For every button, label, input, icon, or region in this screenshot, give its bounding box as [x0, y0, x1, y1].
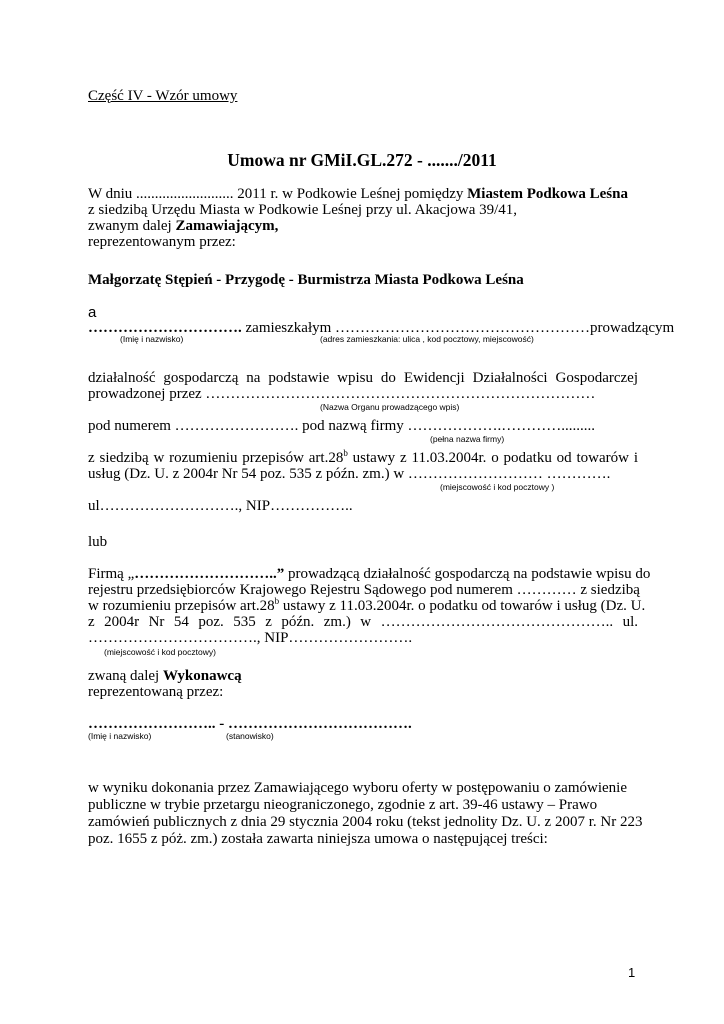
contractor-a-line-4: pod numerem ……………………. pod nazwą firmy ……………….………….........	[88, 418, 596, 434]
intro-line-1	[88, 186, 628, 203]
closing-line-4: poz. 1655 z póż. zm.) została zawarta niniejsza umowa o następującej treści:	[88, 831, 548, 847]
closing-line-1: w wyniku dokonania przez Zamawiającego wyboru oferty w postępowaniu o zamówienie	[88, 780, 627, 796]
note-name: (Imię i nazwisko)	[120, 334, 184, 344]
representative-line: Małgorzatę Stępień - Przygodę - Burmistrza Miasta Podkowa Leśna	[88, 272, 524, 288]
firm-activity-text: prowadzącą działalność gospodarczą na podstawie wpisu do	[284, 566, 651, 582]
section-title: Część IV - Wzór umowy	[88, 88, 238, 104]
closing-line-3: zamówień publicznych z dnia 29 stycznia 2004 roku (tekst jednolity Dz. U. z 2007 r. Nr 223	[88, 814, 643, 830]
a-label: a	[88, 304, 97, 321]
seat-text: w rozumieniu przepisów art.28	[88, 598, 275, 614]
contractor-b-signature-line: …………………….. - ……………………………….	[88, 716, 412, 732]
note-place: (miejscowość i kod pocztowy)	[104, 647, 216, 657]
contractor-a-line-5	[88, 450, 638, 467]
name-placeholder: ………………………….	[88, 320, 242, 336]
closing-line-2: publiczne w trybie przetargu nieograniczonego, zgodnie z art. 39-46 ustawy – Prawo	[88, 797, 598, 813]
contractor-b-line-3	[88, 596, 646, 615]
party-role-orderer: Zamawiającym,	[175, 218, 279, 234]
note-position: (stanowisko)	[226, 731, 274, 741]
contractor-a-line-7: ul………………………., NIP……………..	[88, 498, 353, 514]
contractor-b-line-2: rejestru przedsiębiorców Krajowego Rejestru Sądowego pod numerem ………… z siedzibą	[88, 582, 640, 598]
contract-title: Umowa nr GMiI.GL.272 - ......./2011	[227, 150, 497, 170]
tax-text: ustawy z 11.03.2004r. o podatku od towarów i	[347, 450, 638, 466]
firm-placeholder: ………………………..”	[134, 566, 285, 582]
contractor-a-line-6: usług (Dz. U. z 2004r Nr 54 poz. 535 z późn. zm.) w ……………………… ………….	[88, 466, 611, 482]
party-city-name: Miastem Podkowa Leśna	[467, 186, 628, 202]
called-text: zwaną dalej	[88, 668, 163, 684]
contractor-a-line-3: prowadzonej przez ……………………………………………………………………	[88, 386, 596, 402]
note-address: (adres zamieszkania: ulica , kod pocztowy, miejscowość)	[320, 334, 534, 344]
article-superscript: b	[343, 448, 348, 458]
intro-line-2: z siedzibą Urzędu Miasta w Podkowie Leśnej przy ul. Akacjowa 39/41,	[88, 202, 518, 218]
contractor-b-line-5: ……………………………., NIP…………………….	[88, 630, 413, 646]
firm-prefix: Firmą „	[88, 566, 135, 582]
contractor-a-line-2: działalność gospodarczą na podstawie wpisu do Ewidencji Działalności Gospodarczej	[88, 370, 638, 386]
article-superscript: b	[274, 596, 280, 606]
page-number: 1	[628, 965, 636, 980]
intro-called-text: zwanym dalej	[88, 218, 176, 234]
contractor-b-line-1	[88, 566, 651, 583]
residence-text: zamieszkałym ……………………………………………prowadzącym	[241, 320, 675, 336]
contractor-b-line-4: z 2004r Nr 54 poz. 535 z późn. zm.) w ……………………………………….. ul.	[88, 614, 638, 630]
contractor-b-line-7: reprezentowaną przez:	[88, 684, 224, 700]
intro-line-3	[88, 218, 278, 235]
tax-text: ustawy z 11.03.2004r. o podatku od towarów i usług (Dz. U.	[279, 598, 646, 614]
party-role-contractor: Wykonawcą	[162, 668, 242, 684]
note-firm: (pełna nazwa firmy)	[430, 434, 505, 444]
intro-line-4: reprezentowanym przez:	[88, 234, 236, 250]
intro-date-text: W dniu .......................... 2011 r. w Podkowie Leśnej pomiędzy	[88, 186, 468, 202]
note-organ: (Nazwa Organu prowadzącego wpis)	[320, 402, 460, 412]
contractor-b-line-6	[88, 668, 242, 685]
note-name: (Imię i nazwisko)	[88, 731, 152, 741]
or-label: lub	[88, 534, 108, 550]
note-place: (miejscowość i kod pocztowy )	[440, 482, 555, 492]
seat-text: z siedzibą w rozumieniu przepisów art.28	[88, 450, 344, 466]
